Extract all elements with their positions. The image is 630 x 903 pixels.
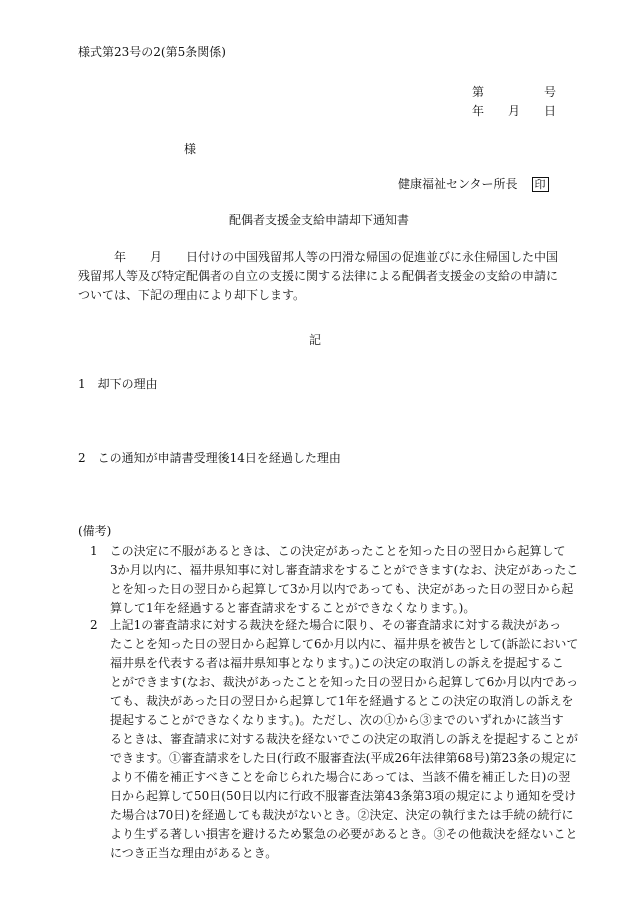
ki-heading: 記 bbox=[309, 333, 322, 347]
note-line: 日から起算して50日(50日以内に行政不服審査法第43条第3項の規定により通知を受け bbox=[110, 789, 577, 803]
note-line: できます。①審査請求をした日(行政不服審査法(平成26年法律第68号)第23条の規定に bbox=[110, 751, 577, 765]
note-line: ても、裁決があった日の翌日から起算して1年を経過するとこの決定の取消しの訴えを bbox=[110, 694, 574, 708]
seal-box: 印 bbox=[532, 177, 549, 192]
sender-name: 健康福祉センター所長 bbox=[398, 177, 518, 191]
note-line: より不備を補正すべきことを命じられた場合にあっては、当該不備を補正した日)の翌 bbox=[110, 770, 571, 784]
note-line: とを知った日の翌日から起算して3か月以内であっても、決定があった日の翌日から起 bbox=[110, 582, 574, 596]
note-line: 1 この決定に不服があるときは、この決定があったことを知った日の翌日から起算して bbox=[90, 544, 566, 558]
document-date: 年 月 日 bbox=[472, 104, 557, 118]
note-line: 2 上記1の審査請求に対する裁決を経た場合に限り、その審査請求に対する裁決があっ bbox=[90, 618, 562, 632]
note-line: 提起することができなくなります。)。ただし、次の①から③までのいずれかに該当す bbox=[110, 713, 564, 727]
note-line: より生ずる著しい損害を避けるため緊急の必要があるとき。③その他裁決を経ないこと bbox=[110, 827, 578, 841]
document-title: 配偶者支援金支給申請却下通知書 bbox=[229, 213, 410, 227]
reason-1: 1 却下の理由 bbox=[78, 377, 158, 391]
body-line: ついては、下記の理由により却下します。 bbox=[78, 288, 306, 302]
sender-block bbox=[398, 176, 549, 192]
addressee-honorific: 様 bbox=[184, 142, 197, 156]
note-line: 算して1年を経過すると審査請求をすることができなくなります。)。 bbox=[110, 601, 476, 615]
note-line: たことを知った日の翌日から起算して6か月以内に、福井県を被告として(訴訟において bbox=[110, 637, 579, 651]
note-line: た場合は70日)を経過しても裁決がないとき。②決定、決定の執行または手続の続行に bbox=[110, 808, 574, 822]
document-number: 第 号 bbox=[472, 85, 557, 99]
body-line: 残留邦人等及び特定配偶者の自立の支援に関する法律による配偶者支援金の支給の申請に bbox=[78, 269, 559, 283]
body-line: 年 月 日付けの中国残留邦人等の円滑な帰国の促進並びに永住帰国した中国 bbox=[78, 250, 559, 264]
note-line: るときは、審査請求に対する裁決を経ないでこの決定の取消しの訴えを提起することが bbox=[110, 732, 579, 746]
note-line: とができます(なお、裁決があったことを知った日の翌日から起算して6か月以内であっ bbox=[110, 675, 579, 689]
notes-heading: (備考) bbox=[78, 524, 112, 538]
note-line: 福井県を代表する者は福井県知事となります。)この決定の取消しの訴えを提起するこ bbox=[110, 656, 564, 670]
form-label: 様式第23号の2(第5条関係) bbox=[78, 45, 226, 59]
note-line: 3か月以内に、福井県知事に対し審査請求をすることができます(なお、決定があったこ bbox=[110, 563, 579, 577]
reason-2: 2 この通知が申請書受理後14日を経過した理由 bbox=[78, 451, 341, 465]
note-line: につき正当な理由があるとき。 bbox=[110, 846, 278, 860]
